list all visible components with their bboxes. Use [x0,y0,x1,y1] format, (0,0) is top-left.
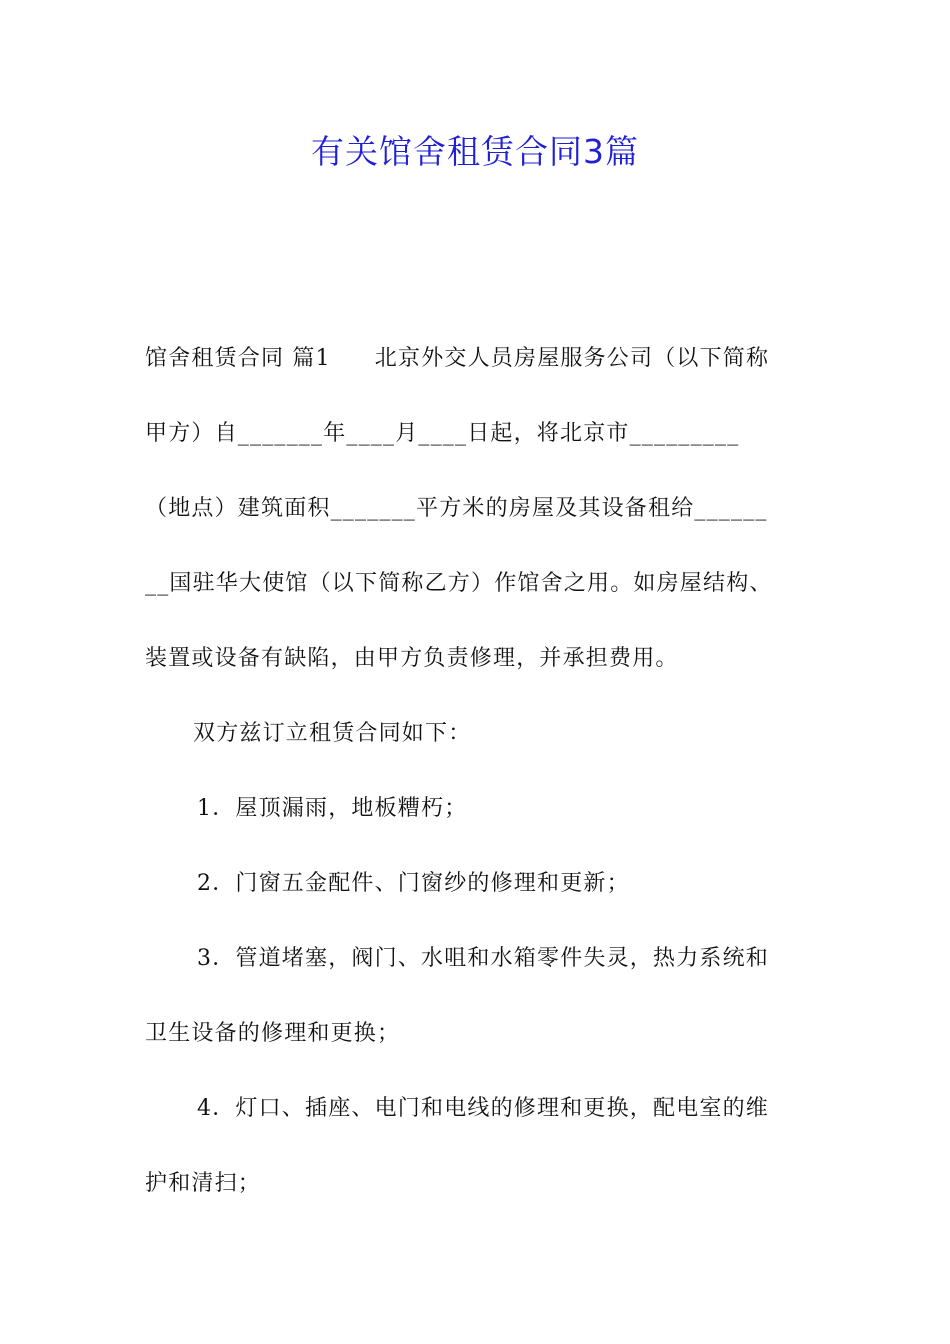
paragraph-text: 北京外交人员房屋服务公司（以下简称 [374,346,770,371]
paragraph-line: 甲方）自_______年____月____日起，将北京市_________ [145,421,740,446]
list-item: 1．屋顶漏雨，地板糟朽； [197,796,468,821]
list-item: 3．管道堵塞，阀门、水咀和水箱零件失灵，热力系统和 [197,946,769,971]
section-heading: 馆舍租赁合同 篇1 [145,346,331,371]
paragraph-line: （地点）建筑面积_______平方米的房屋及其设备租给______ [145,496,768,521]
document-title: 有关馆舍租赁合同3篇 [311,132,639,171]
list-item-continuation: 卫生设备的修理和更换； [145,1021,401,1046]
list-item: 4．灯口、插座、电门和电线的修理和更换，配电室的维 [197,1096,769,1121]
paragraph-line: 双方兹订立租赁合同如下： [193,721,472,746]
list-item-continuation: 护和清扫； [145,1171,262,1196]
paragraph-line: 装置或设备有缺陷，由甲方负责修理，并承担费用。 [145,646,679,671]
paragraph-line: __国驻华大使馆（以下简称乙方）作馆舍之用。如房屋结构、 [145,571,773,596]
list-item: 2．门窗五金配件、门窗纱的修理和更新； [197,871,630,896]
contract-body [145,321,807,1221]
paragraph-line [145,321,807,396]
